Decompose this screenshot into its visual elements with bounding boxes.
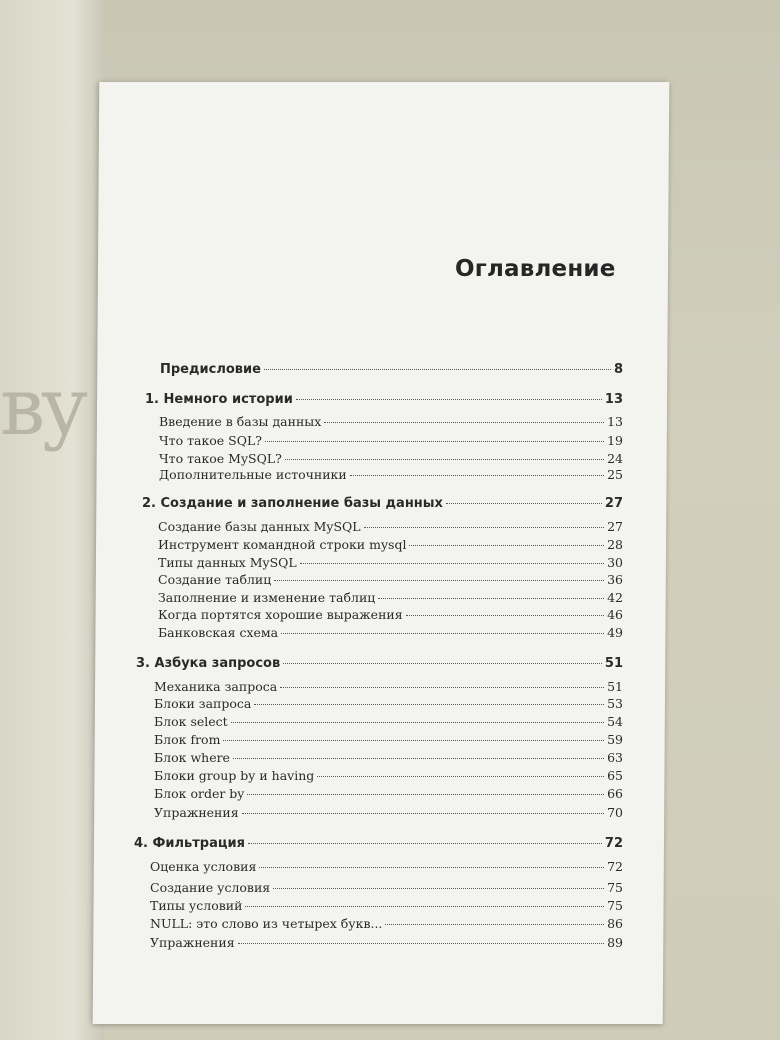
dot-leader: [296, 399, 602, 400]
dot-leader: [317, 776, 604, 777]
toc-title: Дополнительные источники: [159, 467, 347, 482]
dot-leader: [406, 615, 604, 616]
toc-entry-row: [150, 916, 623, 931]
toc-page-number: 54: [607, 714, 623, 729]
toc-entry-row: [150, 898, 623, 913]
dot-leader: [350, 475, 604, 476]
toc-title: Банковская схема: [158, 625, 279, 640]
toc-entry-row: [154, 679, 623, 694]
toc-title: Предисловие: [160, 362, 261, 377]
left-page-edge: [0, 0, 104, 1040]
toc-page-number: 36: [607, 572, 623, 587]
toc-entry-row: [159, 433, 623, 448]
toc-entry-row: [158, 519, 623, 534]
dot-leader: [300, 563, 604, 564]
toc-page-number: 75: [607, 880, 623, 895]
toc-page-number: 27: [604, 496, 623, 511]
toc-title: Типы условий: [150, 898, 243, 913]
dot-leader: [248, 843, 602, 844]
toc-title: Блоки group by и having: [154, 768, 315, 783]
toc-title: Создание базы данных MySQL: [158, 519, 361, 534]
toc-chapter-row: [136, 656, 623, 671]
toc-entry-row: [154, 696, 623, 711]
toc-page-number: 72: [604, 836, 623, 851]
toc-entry-row: [158, 555, 623, 570]
dot-leader: [285, 459, 604, 460]
toc-title: Создание условия: [150, 880, 271, 895]
toc-chapter-row: [134, 836, 623, 851]
toc-entry-row: [159, 414, 623, 429]
dot-leader: [385, 924, 604, 925]
dot-leader: [281, 633, 604, 634]
dot-leader: [245, 906, 604, 907]
dot-leader: [324, 422, 604, 423]
dot-leader: [364, 527, 605, 528]
toc-title: 3. Азбука запросов: [136, 656, 281, 671]
toc-entry-row: [158, 625, 623, 640]
toc-entry-row: [150, 880, 623, 895]
toc-entry-row: [159, 451, 623, 466]
toc-title: Блок from: [154, 732, 221, 747]
toc-chapter-row: [160, 362, 623, 377]
toc-page-number: 75: [607, 898, 623, 913]
toc-title: NULL: это слово из четырех букв...: [150, 916, 383, 931]
toc-title: Упражнения: [154, 805, 239, 820]
toc-title: Инструмент командной строки mysql: [158, 537, 407, 552]
toc-page-number: 27: [607, 519, 623, 534]
toc-title: Блок order by: [154, 786, 245, 801]
toc-title: Типы данных MySQL: [158, 555, 297, 570]
dot-leader: [273, 888, 604, 889]
toc-title: Блок select: [154, 714, 228, 729]
toc-title: 2. Создание и заполнение базы данных: [142, 496, 443, 511]
background-glyphs: ву: [0, 360, 85, 453]
toc-title: Блоки запроса: [154, 696, 252, 711]
toc-title: Что такое MySQL?: [159, 451, 282, 466]
dot-leader: [264, 369, 611, 370]
dot-leader: [265, 441, 604, 442]
dot-leader: [446, 503, 602, 504]
toc-page-number: 24: [607, 451, 623, 466]
toc-title: 1. Немного истории: [145, 392, 293, 407]
toc-page-number: 30: [607, 555, 623, 570]
toc-title: 4. Фильтрация: [134, 836, 245, 851]
toc-entry-row: [150, 859, 623, 874]
toc-title: Упражнения: [150, 935, 235, 950]
toc-title: Оценка условия: [150, 859, 257, 874]
toc-page-number: 89: [607, 935, 623, 950]
toc-page-number: 49: [607, 625, 623, 640]
dot-leader: [378, 598, 604, 599]
toc-page-number: 25: [607, 467, 623, 482]
toc-heading: Оглавление: [455, 256, 616, 282]
toc-chapter-row: [142, 496, 623, 511]
dot-leader: [283, 663, 602, 664]
toc-entry-row: [150, 935, 623, 950]
dot-leader: [409, 545, 604, 546]
toc-entry-row: [154, 714, 623, 729]
dot-leader: [223, 740, 604, 741]
toc-entry-row: [154, 768, 623, 783]
toc-page-number: 65: [607, 768, 623, 783]
toc-page-number: 19: [607, 433, 623, 448]
toc-title: Когда портятся хорошие выражения: [158, 607, 403, 622]
dot-leader: [231, 722, 604, 723]
dot-leader: [274, 580, 604, 581]
toc-page-number: 42: [607, 590, 623, 605]
toc-page-number: 72: [607, 859, 623, 874]
toc-page-number: 59: [607, 732, 623, 747]
toc-page-number: 13: [607, 414, 623, 429]
toc-title: Заполнение и изменение таблиц: [158, 590, 376, 605]
toc-page-number: 63: [607, 750, 623, 765]
toc-entry-row: [158, 572, 623, 587]
dot-leader: [247, 794, 604, 795]
toc-entry-row: [154, 805, 623, 820]
toc-entry-row: [154, 750, 623, 765]
toc-title: Что такое SQL?: [159, 433, 262, 448]
toc-title: Создание таблиц: [158, 572, 272, 587]
toc-title: Блок where: [154, 750, 230, 765]
toc-page-number: 70: [607, 805, 623, 820]
toc-page-number: 86: [607, 916, 623, 931]
dot-leader: [238, 943, 604, 944]
toc-page-number: 51: [607, 679, 623, 694]
toc-entry-row: [159, 467, 623, 482]
toc-entry-row: [154, 732, 623, 747]
dot-leader: [242, 813, 604, 814]
dot-leader: [280, 687, 604, 688]
toc-entry-row: [154, 786, 623, 801]
toc-page-number: 28: [607, 537, 623, 552]
toc-entry-row: [158, 607, 623, 622]
toc-entry-row: [158, 590, 623, 605]
toc-entry-row: [158, 537, 623, 552]
toc-chapter-row: [145, 392, 623, 407]
dot-leader: [259, 867, 604, 868]
toc-title: Механика запроса: [154, 679, 278, 694]
toc-page-number: 53: [607, 696, 623, 711]
toc-page-number: 8: [613, 362, 623, 377]
toc-page-number: 66: [607, 786, 623, 801]
dot-leader: [254, 704, 604, 705]
toc-page-number: 46: [607, 607, 623, 622]
dot-leader: [233, 758, 604, 759]
toc-title: Введение в базы данных: [159, 414, 322, 429]
toc-page-number: 13: [604, 392, 623, 407]
toc-page-number: 51: [604, 656, 623, 671]
